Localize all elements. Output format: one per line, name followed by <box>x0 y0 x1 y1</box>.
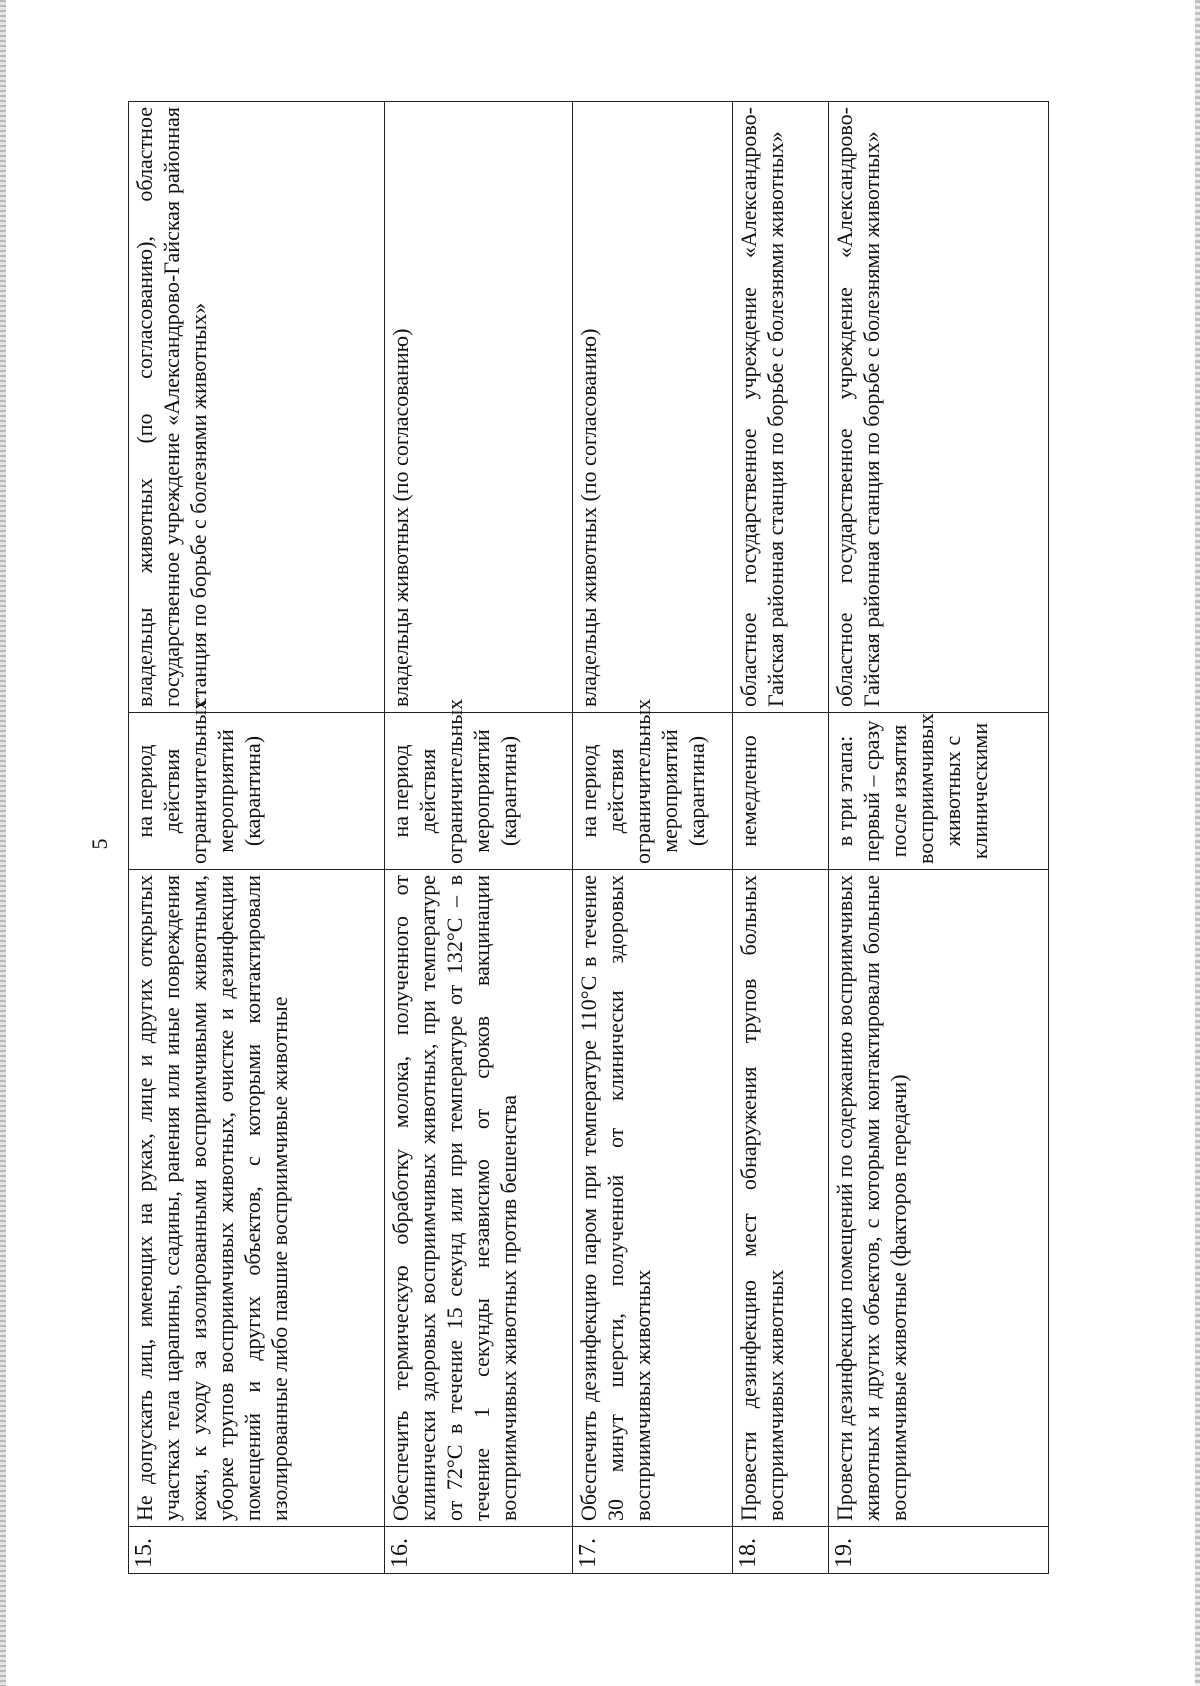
table-row <box>829 102 1049 1574</box>
responsible-text: областное государственное учреждение «Александрово-Гайская районная станция по борьбе с болезнями животных» <box>733 102 829 713</box>
responsible-text: владельцы животных (по согласованию) <box>385 102 573 713</box>
table-row <box>733 102 829 1574</box>
measure-text: Обеспечить термическую обработку молока, полученного от клинически здоровых восприимчивых животных, при температуре от 72°С в течение 15 секунд или при температуре от 132°С – в течение 1 секунды независимо от сроков вакцинации восприимчивых животных против бешенства <box>385 870 573 1527</box>
term-text: в три этапа: первый – сразу после изъятия восприимчивых животных с клиническими <box>829 713 1049 870</box>
scan-edge-right <box>1195 0 1200 1686</box>
table-row <box>129 102 385 1574</box>
row-number: 15. <box>129 1527 385 1574</box>
term-text: на период действия ограничительных мероприятий (карантина) <box>385 713 573 870</box>
measure-text: Обеспечить дезинфекцию паром при температуре 110°С в течение 30 минут шерсти, полученной от клинически здоровых восприимчивых животных <box>573 870 733 1527</box>
page-number: 5 <box>87 838 112 850</box>
table-row <box>573 102 733 1574</box>
row-number: 17. <box>573 1527 733 1574</box>
measure-text: Не допускать лиц, имеющих на руках, лице и других открытых участках тела царапины, ссадины, ранения или иные повреждения кожи, к уходу за изолированными восприимчивыми животными, уборке трупов восприимчивых животных, очистке и дезинфекции помещений и других объектов, с которыми контактировали изолированные либо павшие восприимчивые животные <box>129 870 385 1527</box>
measures-table <box>128 101 1049 1574</box>
term-text: на период действия ограничительных мероприятий (карантина) <box>129 713 385 870</box>
responsible-label: владельцы животных (по согласованию) <box>576 328 601 707</box>
responsible-text <box>573 102 733 713</box>
scan-edge-left <box>0 0 6 1686</box>
row-number: 19. <box>829 1527 1049 1574</box>
row-number: 18. <box>733 1527 829 1574</box>
responsible-text: областное государственное учреждение «Александрово-Гайская районная станция по борьбе с болезнями животных» <box>829 102 1049 713</box>
measure-text: Провести дезинфекцию мест обнаружения трупов больных восприимчивых животных <box>733 870 829 1527</box>
term-text: немедленно <box>733 713 829 870</box>
measure-text: Провести дезинфекцию помещений по содержанию восприимчивых животных и других объектов, с которыми контактировали больные восприимчивые животные (факторов передачи) <box>829 870 1049 1527</box>
responsible-text: владельцы животных (по согласованию), областное государственное учреждение «Александрово-Гайская районная станция по борьбе с болезнями животных» <box>129 102 385 713</box>
row-number: 16. <box>385 1527 573 1574</box>
rotated-table-wrapper <box>128 108 1048 1574</box>
table-row <box>385 102 573 1574</box>
term-text: на период действия ограничительных мероприятий (карантина) <box>573 713 733 870</box>
